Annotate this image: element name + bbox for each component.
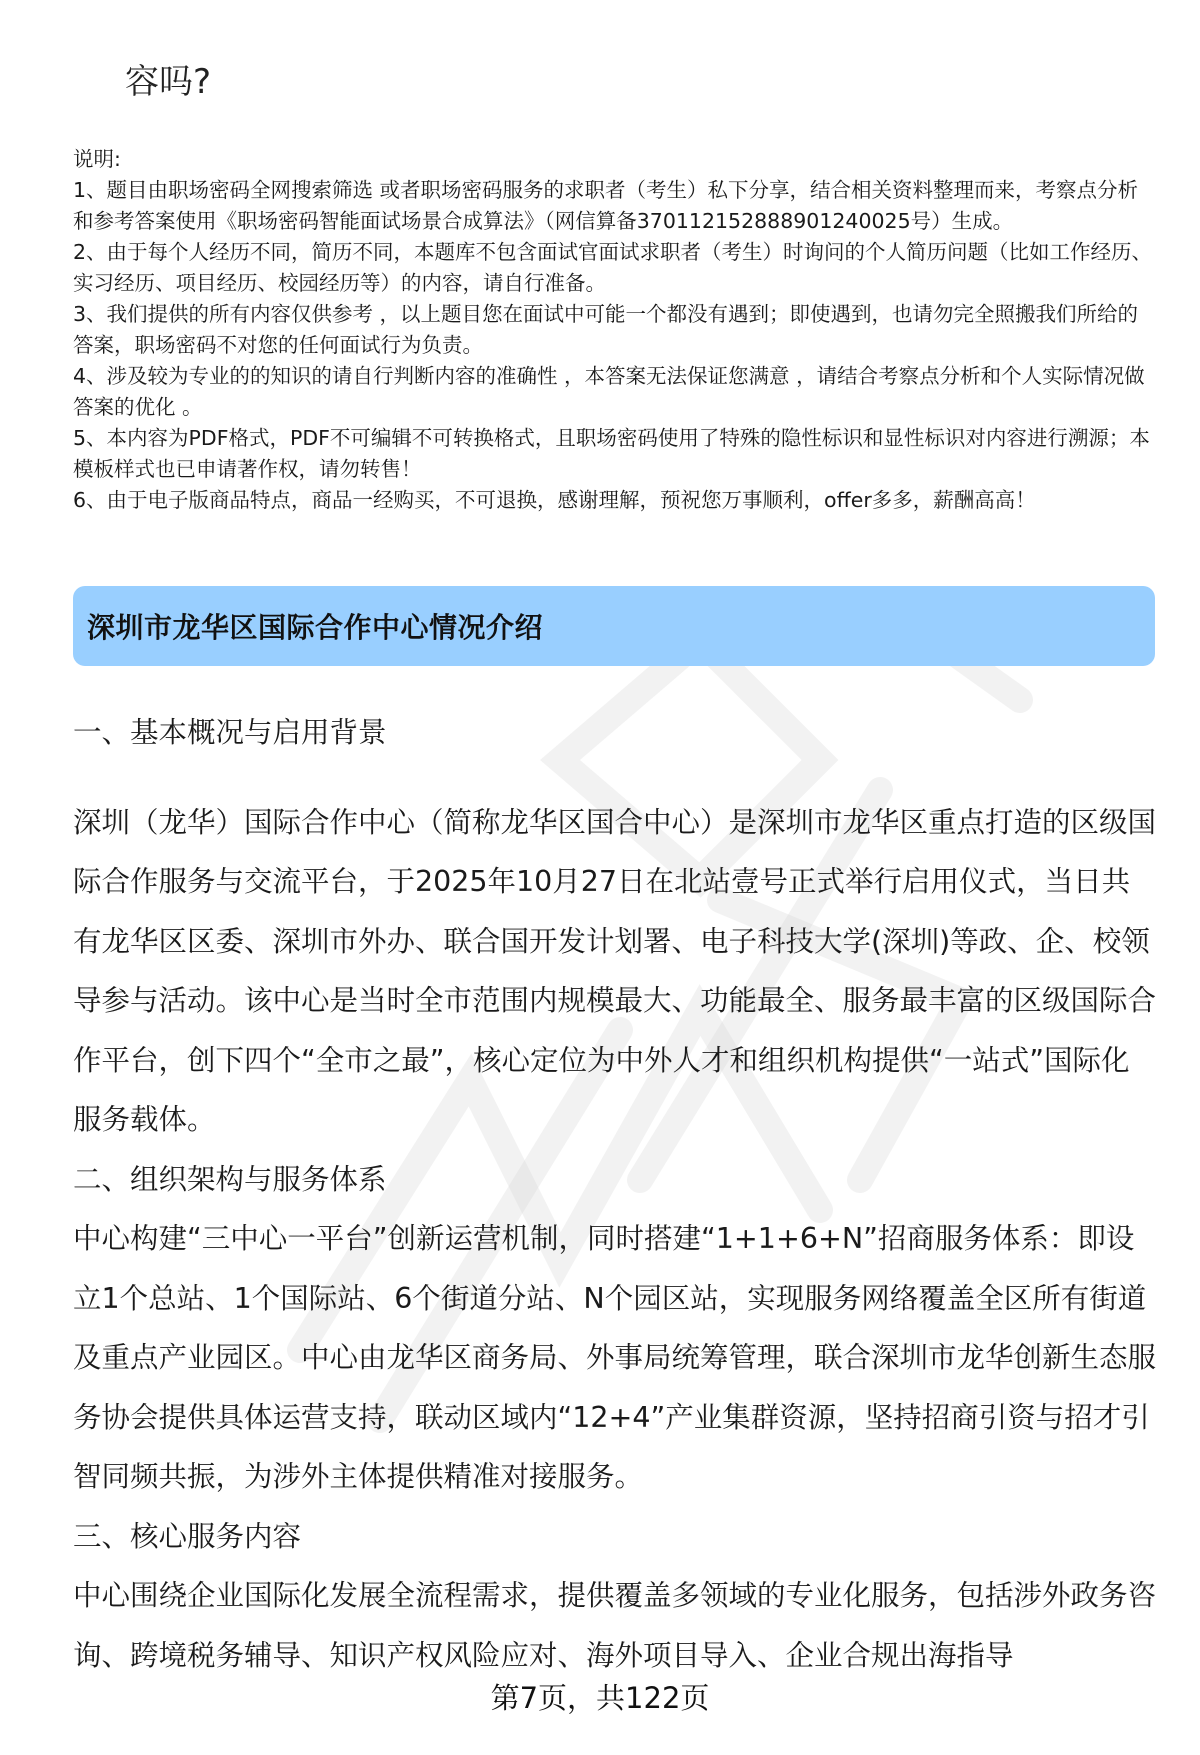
note-item: 2、由于每个人经历不同，简历不同，本题库不包含面试官面试求职者（考生）时询问的个人简历问题（比如工作经历、实习经历、项目经历、校园经历等）的内容，请自行准备。 [73, 240, 1153, 295]
section-heading: 三、核心服务内容 [73, 1519, 302, 1553]
note-item: 3、我们提供的所有内容仅供参考 ，以上题目您在面试中可能一个都没有遇到；即使遇到，也请勿完全照搬我们所给的答案，职场密码不对您的任何面试行为负责。 [73, 302, 1139, 357]
page-number-footer: 第7页，共122页 [490, 1681, 710, 1715]
previous-page-text-fragment: 容吗? [125, 62, 212, 102]
section-paragraph: 中心围绕企业国际化发展全流程需求，提供覆盖多领域的专业化服务，包括涉外政务咨询、跨境税务辅导、知识产权风险应对、海外项目导入、企业合规出海指导 [73, 1579, 1157, 1672]
section-paragraph: 深圳（龙华）国际合作中心（简称龙华区国合中心）是深圳市龙华区重点打造的区级国际合作服务与交流平台，于2025年10月27日在北站壹号正式举行启用仪式，当日共有龙华区区委、深圳市外办、联合国开发计划署、电子科技大学(深圳)等政、企、校领导参与活动。该中心是当时全市范围内规模最大、功能最全、服务最丰富的区级国际合作平台，创下四个“全市之最”，核心定位为中外人才和组织机构提供“一站式”国际化服务载体。 [73, 805, 1157, 1136]
section-heading: 一、基本概况与启用背景 [73, 716, 387, 749]
note-item: 5、本内容为PDF格式，PDF不可编辑不可转换格式，且职场密码使用了特殊的隐性标识和显性标识对内容进行溯源；本模板样式也已申请著作权，请勿转售！ [73, 426, 1150, 481]
notes-title: 说明: [73, 147, 121, 171]
section-heading: 二、组织架构与服务体系 [73, 1162, 387, 1196]
disclaimer-notes [73, 144, 1153, 516]
note-item: 6、由于电子版商品特点，商品一经购买，不可退换，感谢理解，预祝您万事顺利，offer多多，薪酬高高！ [73, 488, 1036, 512]
section-title-banner [73, 586, 1155, 666]
note-item: 4、涉及较为专业的的知识的请自行判断内容的准确性 ，本答案无法保证您满意 ，请结合考察点分析和个人实际情况做答案的优化 。 [73, 364, 1145, 419]
banner-title: 深圳市龙华区国际合作中心情况介绍 [87, 611, 544, 644]
section-paragraph: 中心构建“三中心一平台”创新运营机制，同时搭建“1+1+6+N”招商服务体系：即设立1个总站、1个国际站、6个街道分站、N个园区站，实现服务网络覆盖全区所有街道及重点产业园区。中心由龙华区商务局、外事局统筹管理，联合深圳市龙华创新生态服务协会提供具体运营支持，联动区域内“12+4”产业集群资源，坚持招商引资与招才引智同频共振，为涉外主体提供精准对接服务。 [73, 1222, 1157, 1493]
note-item: 1、题目由职场密码全网搜索筛选 或者职场密码服务的求职者（考生）私下分享，结合相关资料整理而来，考察点分析和参考答案使用《职场密码智能面试场景合成算法》（网信算备370112152888901240025号）生成。 [73, 178, 1139, 233]
document-body [73, 703, 1158, 1685]
